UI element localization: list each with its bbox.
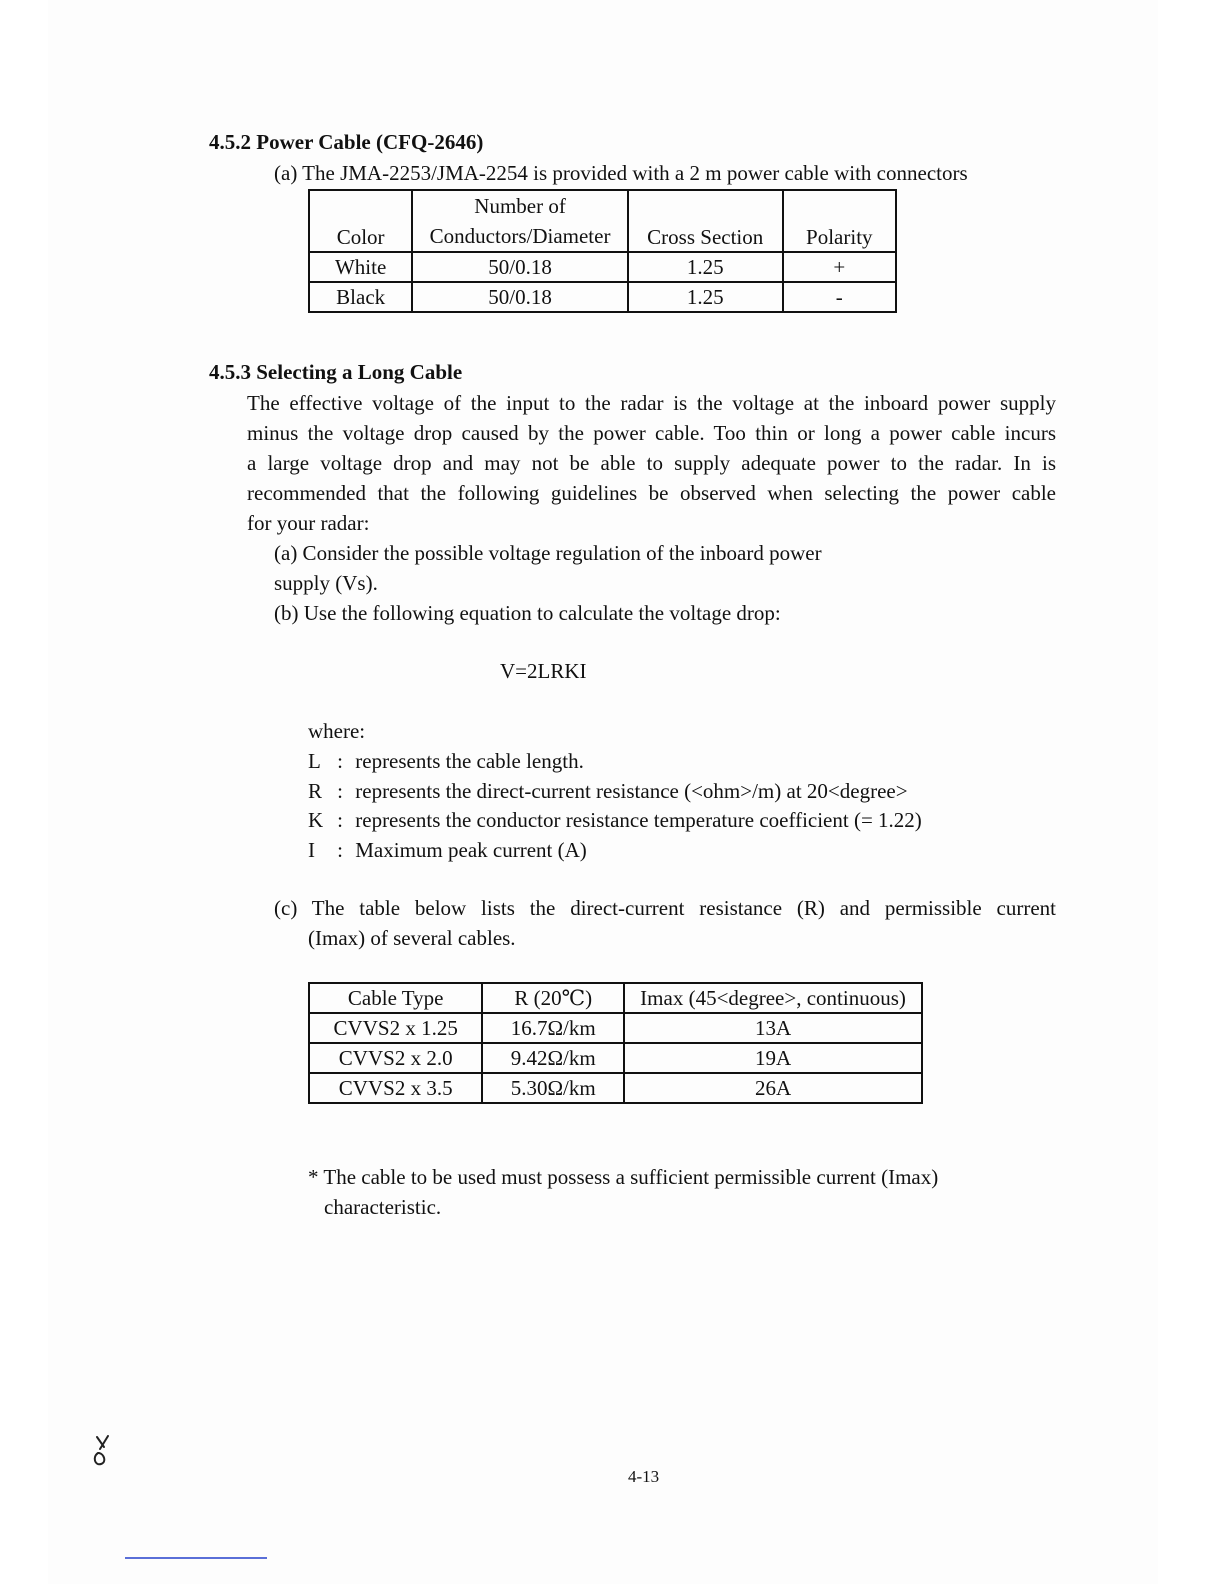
- table-row: [309, 282, 896, 312]
- cell-conductors: 50/0.18: [412, 282, 628, 312]
- definition-colon: :: [337, 779, 343, 803]
- where-label: where:: [308, 719, 366, 743]
- definition-symbol: I: [308, 838, 315, 862]
- table-header-row: [309, 983, 922, 1013]
- definition-row: [308, 805, 922, 835]
- table-row: [309, 1073, 922, 1103]
- definition-symbol: K: [308, 808, 324, 832]
- paragraph-line: recommended that the following guidelines be observed when selecting the power cable: [247, 481, 1056, 505]
- cell-polarity: +: [783, 252, 896, 282]
- header-conductors-line2: Conductors/Diameter: [429, 224, 611, 248]
- section-heading-452: 4.5.2 Power Cable (CFQ-2646): [209, 130, 484, 154]
- power-cable-intro: (a) The JMA-2253/JMA-2254 is provided with a 2 m power cable with connectors: [274, 161, 968, 185]
- definition-colon: :: [337, 749, 343, 773]
- definition-row: [308, 776, 908, 806]
- definition-symbol: R: [308, 779, 323, 803]
- cell-cable-type: CVVS2 x 2.0: [309, 1043, 482, 1073]
- definition-row: [308, 835, 587, 865]
- cell-imax: 13A: [624, 1013, 922, 1043]
- paragraph-line: a large voltage drop and may not be able to supply adequate power to the radar. In is: [247, 451, 1056, 475]
- paragraph-line: for your radar:: [247, 511, 370, 535]
- cell-imax: 19A: [624, 1043, 922, 1073]
- definition-row: [308, 746, 584, 776]
- cable-resistance-table: [308, 982, 923, 1104]
- item-a-line1: (a) Consider the possible voltage regulation of the inboard power: [274, 541, 822, 565]
- handwritten-mark: [88, 1433, 118, 1469]
- definition-text: represents the direct-current resistance (<ohm>/m) at 20<degree>: [355, 779, 908, 803]
- definition-symbol: L: [308, 749, 321, 773]
- note-line1: * The cable to be used must possess a sufficient permissible current (Imax): [308, 1165, 939, 1189]
- footer-rule: [125, 1557, 267, 1559]
- power-cable-table: [308, 189, 897, 313]
- table-row: [309, 252, 896, 282]
- cell-color: White: [309, 252, 412, 282]
- cell-imax: 26A: [624, 1073, 922, 1103]
- item-c-line1: (c) The table below lists the direct-current resistance (R) and permissible current: [274, 896, 1056, 920]
- note-line2: characteristic.: [324, 1195, 442, 1219]
- definition-text: Maximum peak current (A): [355, 838, 587, 862]
- cell-cross-section: 1.25: [628, 282, 783, 312]
- cell-conductors: 50/0.18: [412, 252, 628, 282]
- header-imax: Imax (45<degree>, continuous): [624, 983, 922, 1013]
- cell-polarity: -: [783, 282, 896, 312]
- paragraph-line: minus the voltage drop caused by the power cable. Too thin or long a power cable incurs: [247, 421, 1056, 445]
- header-color: Color: [309, 190, 412, 252]
- cell-resistance: 16.7Ω/km: [482, 1013, 624, 1043]
- cell-color: Black: [309, 282, 412, 312]
- table-header-row: [309, 190, 896, 252]
- equation: V=2LRKI: [500, 659, 587, 683]
- item-a-line2: supply (Vs).: [274, 571, 378, 595]
- item-b: (b) Use the following equation to calculate the voltage drop:: [274, 601, 781, 625]
- cell-cross-section: 1.25: [628, 252, 783, 282]
- definition-colon: :: [337, 808, 343, 832]
- cell-resistance: 5.30Ω/km: [482, 1073, 624, 1103]
- paragraph-line: The effective voltage of the input to the radar is the voltage at the inboard power supply: [247, 391, 1056, 415]
- header-resistance: R (20℃): [482, 983, 624, 1013]
- definition-colon: :: [337, 838, 343, 862]
- section-heading-453: 4.5.3 Selecting a Long Cable: [209, 360, 463, 384]
- header-conductors-line1: Number of: [474, 194, 566, 218]
- header-cross-section: Cross Section: [628, 190, 783, 252]
- page-number: 4-13: [628, 1467, 660, 1486]
- definition-text: represents the cable length.: [355, 749, 584, 773]
- table-row: [309, 1013, 922, 1043]
- table-row: [309, 1043, 922, 1073]
- cell-cable-type: CVVS2 x 3.5: [309, 1073, 482, 1103]
- header-conductors: [412, 190, 628, 252]
- cell-cable-type: CVVS2 x 1.25: [309, 1013, 482, 1043]
- definition-text: represents the conductor resistance temperature coefficient (= 1.22): [355, 808, 922, 832]
- cell-resistance: 9.42Ω/km: [482, 1043, 624, 1073]
- item-c-line2: (Imax) of several cables.: [308, 926, 516, 950]
- header-polarity: Polarity: [783, 190, 896, 252]
- header-cable-type: Cable Type: [309, 983, 482, 1013]
